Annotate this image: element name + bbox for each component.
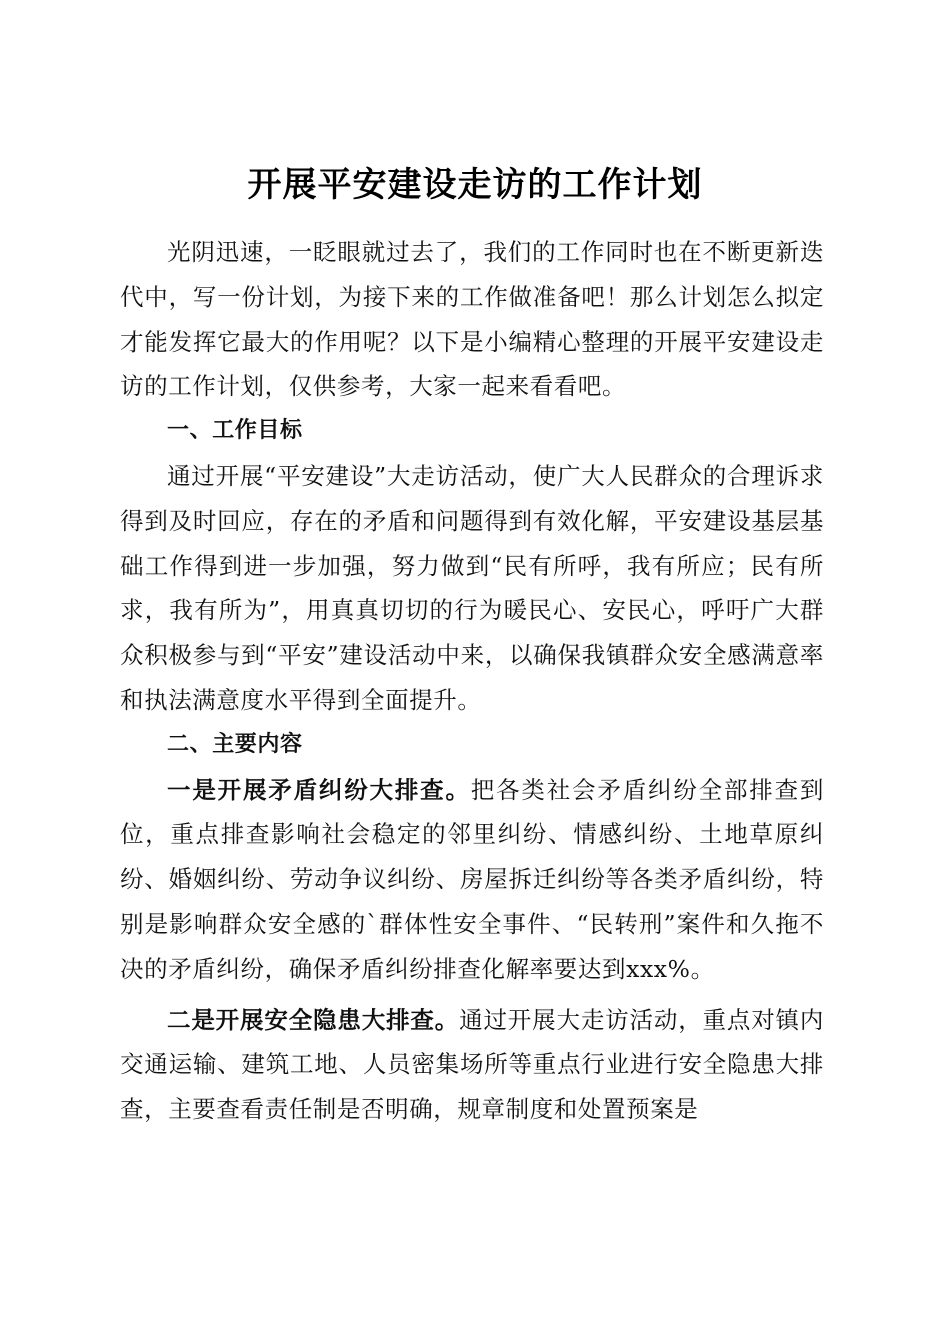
content-item-1-lead: 一是开展矛盾纠纷大排查。 [167,775,471,804]
content-item-1 [120,768,824,992]
section-heading-content: 二、主要内容 [167,731,303,757]
document-title: 开展平安建设走访的工作计划 [247,164,703,205]
content-item-2 [120,998,824,1132]
content-item-2-text: 通过开展大走访活动，重点对镇内交通运输、建筑工地、人员密集场所等重点行业进行安全隐患大排查，主要查看责任制是否明确，规章制度和处置预案是 [120,1005,824,1124]
section-heading-goals: 一、工作目标 [167,418,303,444]
content-item-2-lead: 二是开展安全隐患大排查。 [167,1005,460,1034]
goals-paragraph: 通过开展“平安建设”大走访活动，使广大人民群众的合理诉求得到及时回应，存在的矛盾和问题得到有效化解，平安建设基层基础工作得到进一步加强，努力做到“民有所呼，我有所应；民有所求，我有所为”，用真真切切的行为暖民心、安民心，呼吁广大群众积极参与到“平安”建设活动中来，以确保我镇群众安全感满意率和执法满意度水平得到全面提升。 [120,461,824,714]
content-item-1-text: 把各类社会矛盾纠纷全部排查到位，重点排查影响社会稳定的邻里纠纷、情感纠纷、土地草原纠纷、婚姻纠纷、劳动争议纠纷、房屋拆迁纠纷等各类矛盾纠纷，特别是影响群众安全感的`群体性安全事件、“民转刑”案件和久拖不决的矛盾纠纷，确保矛盾纠纷排查化解率要达到xxx%。 [120,775,824,983]
document-body [120,230,824,1132]
intro-paragraph: 光阴迅速，一眨眼就过去了，我们的工作同时也在不断更新迭代中，写一份计划，为接下来的工作做准备吧！那么计划怎么拟定才能发挥它最大的作用呢？以下是小编精心整理的开展平安建设走访的工作计划，仅供参考，大家一起来看看吧。 [120,238,824,401]
